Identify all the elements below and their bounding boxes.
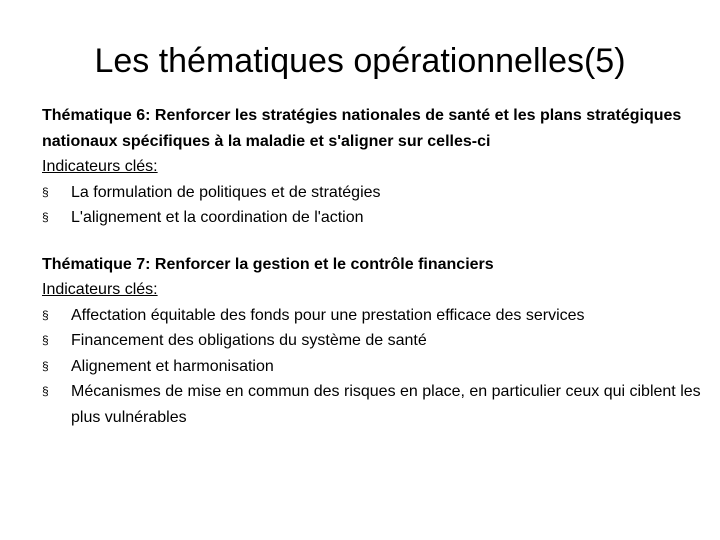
list-item-text: Alignement et harmonisation bbox=[71, 357, 274, 375]
theme-7-indicators-label: Indicateurs clés: bbox=[42, 281, 158, 298]
slide-content bbox=[42, 103, 708, 430]
list-item bbox=[42, 205, 708, 231]
list-item-text: La formulation de politiques et de stratégies bbox=[71, 183, 381, 201]
bullet-icon: § bbox=[42, 210, 49, 224]
list-item bbox=[42, 379, 708, 430]
bullet-icon: § bbox=[42, 184, 49, 199]
list-item bbox=[42, 180, 708, 206]
slide-title: Les thématiques opérationnelles(5) bbox=[94, 42, 626, 80]
bullet-icon: § bbox=[42, 307, 49, 322]
bullet-icon: § bbox=[42, 333, 49, 347]
theme-6-indicator-list bbox=[42, 180, 708, 231]
theme-7-indicator-list bbox=[42, 303, 708, 431]
list-item-text: L'alignement et la coordination de l'action bbox=[71, 209, 364, 226]
list-item-text: Affectation équitable des fonds pour une prestation efficace des services bbox=[71, 306, 585, 324]
bullet-icon: § bbox=[42, 358, 49, 373]
list-item bbox=[42, 354, 708, 380]
theme-6-indicators-label: Indicateurs clés: bbox=[42, 158, 158, 175]
theme-6-section bbox=[42, 103, 708, 231]
list-item bbox=[42, 328, 708, 354]
theme-7-heading: Thématique 7: Renforcer la gestion et le contrôle financiers bbox=[42, 255, 494, 273]
list-item bbox=[42, 303, 708, 329]
bullet-icon: § bbox=[42, 384, 49, 398]
list-item-text: Financement des obligations du système de santé bbox=[71, 332, 427, 349]
theme-7-section bbox=[42, 252, 708, 431]
theme-6-heading: Thématique 6: Renforcer les stratégies nationales de santé et les plans stratégiques nationaux spécifiques à la maladie et s'aligner sur celles-ci bbox=[42, 107, 682, 150]
list-item-text: Mécanismes de mise en commun des risques en place, en particulier ceux qui ciblent les plus vulnérables bbox=[71, 383, 701, 426]
